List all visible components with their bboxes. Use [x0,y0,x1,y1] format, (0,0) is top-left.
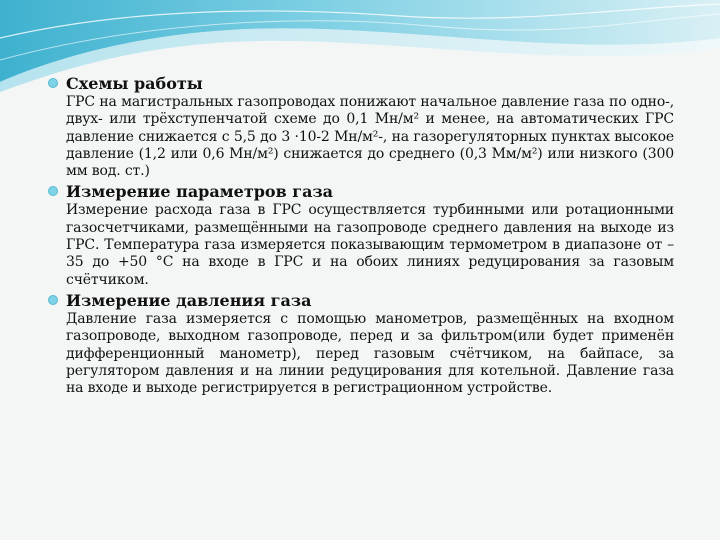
section-body: Давление газа измеряется с помощью манометров, размещённых на входном газопроводе, выходном газопроводе, перед и за фильтром(или будет применён дифференционный манометр), перед газовым счётчиком, на байпасе, за регулятором давления и на линии редуцирования для котельной. Давление газа на входе и выходе регистрируется в регистрационном устройстве. [66,310,674,397]
circle-bullet-icon [48,186,58,196]
section-heading: Измерение давления газа [66,290,312,310]
section-work-schemes [48,74,674,180]
circle-bullet-icon [48,78,58,88]
section-gas-parameters [48,182,674,288]
section-body: ГРС на магистральных газопроводах понижают начальное давление газа по одно-, двух- или трёхступенчатой схеме до 0,1 Мн/м² и менее, на автоматических ГРС давление снижается с 5,5 до 3 ·10-2 Мн/м²-, на газорегуляторных пунктах высокое давление (1,2 или 0,6 Мн/м²) снижается до среднего (0,3 Мм/м²) или низкого (300 мм вод. ст.) [66,94,674,180]
circle-bullet-icon [48,295,58,305]
slide-content [48,74,674,399]
section-heading: Схемы работы [66,74,203,93]
section-gas-pressure [48,291,674,397]
section-heading: Измерение параметров газа [66,182,334,202]
section-body: Измерение расхода газа в ГРС осуществляется турбинными или ротационными газосчетчиками, размещёнными на газопроводе среднего давления на выходе из ГРС. Температура газа измеряется показывающим термометром в диапазоне от –35 до +50 °С на входе в ГРС и на обоих линиях редуцирования за газовым счётчиком. [66,202,674,288]
